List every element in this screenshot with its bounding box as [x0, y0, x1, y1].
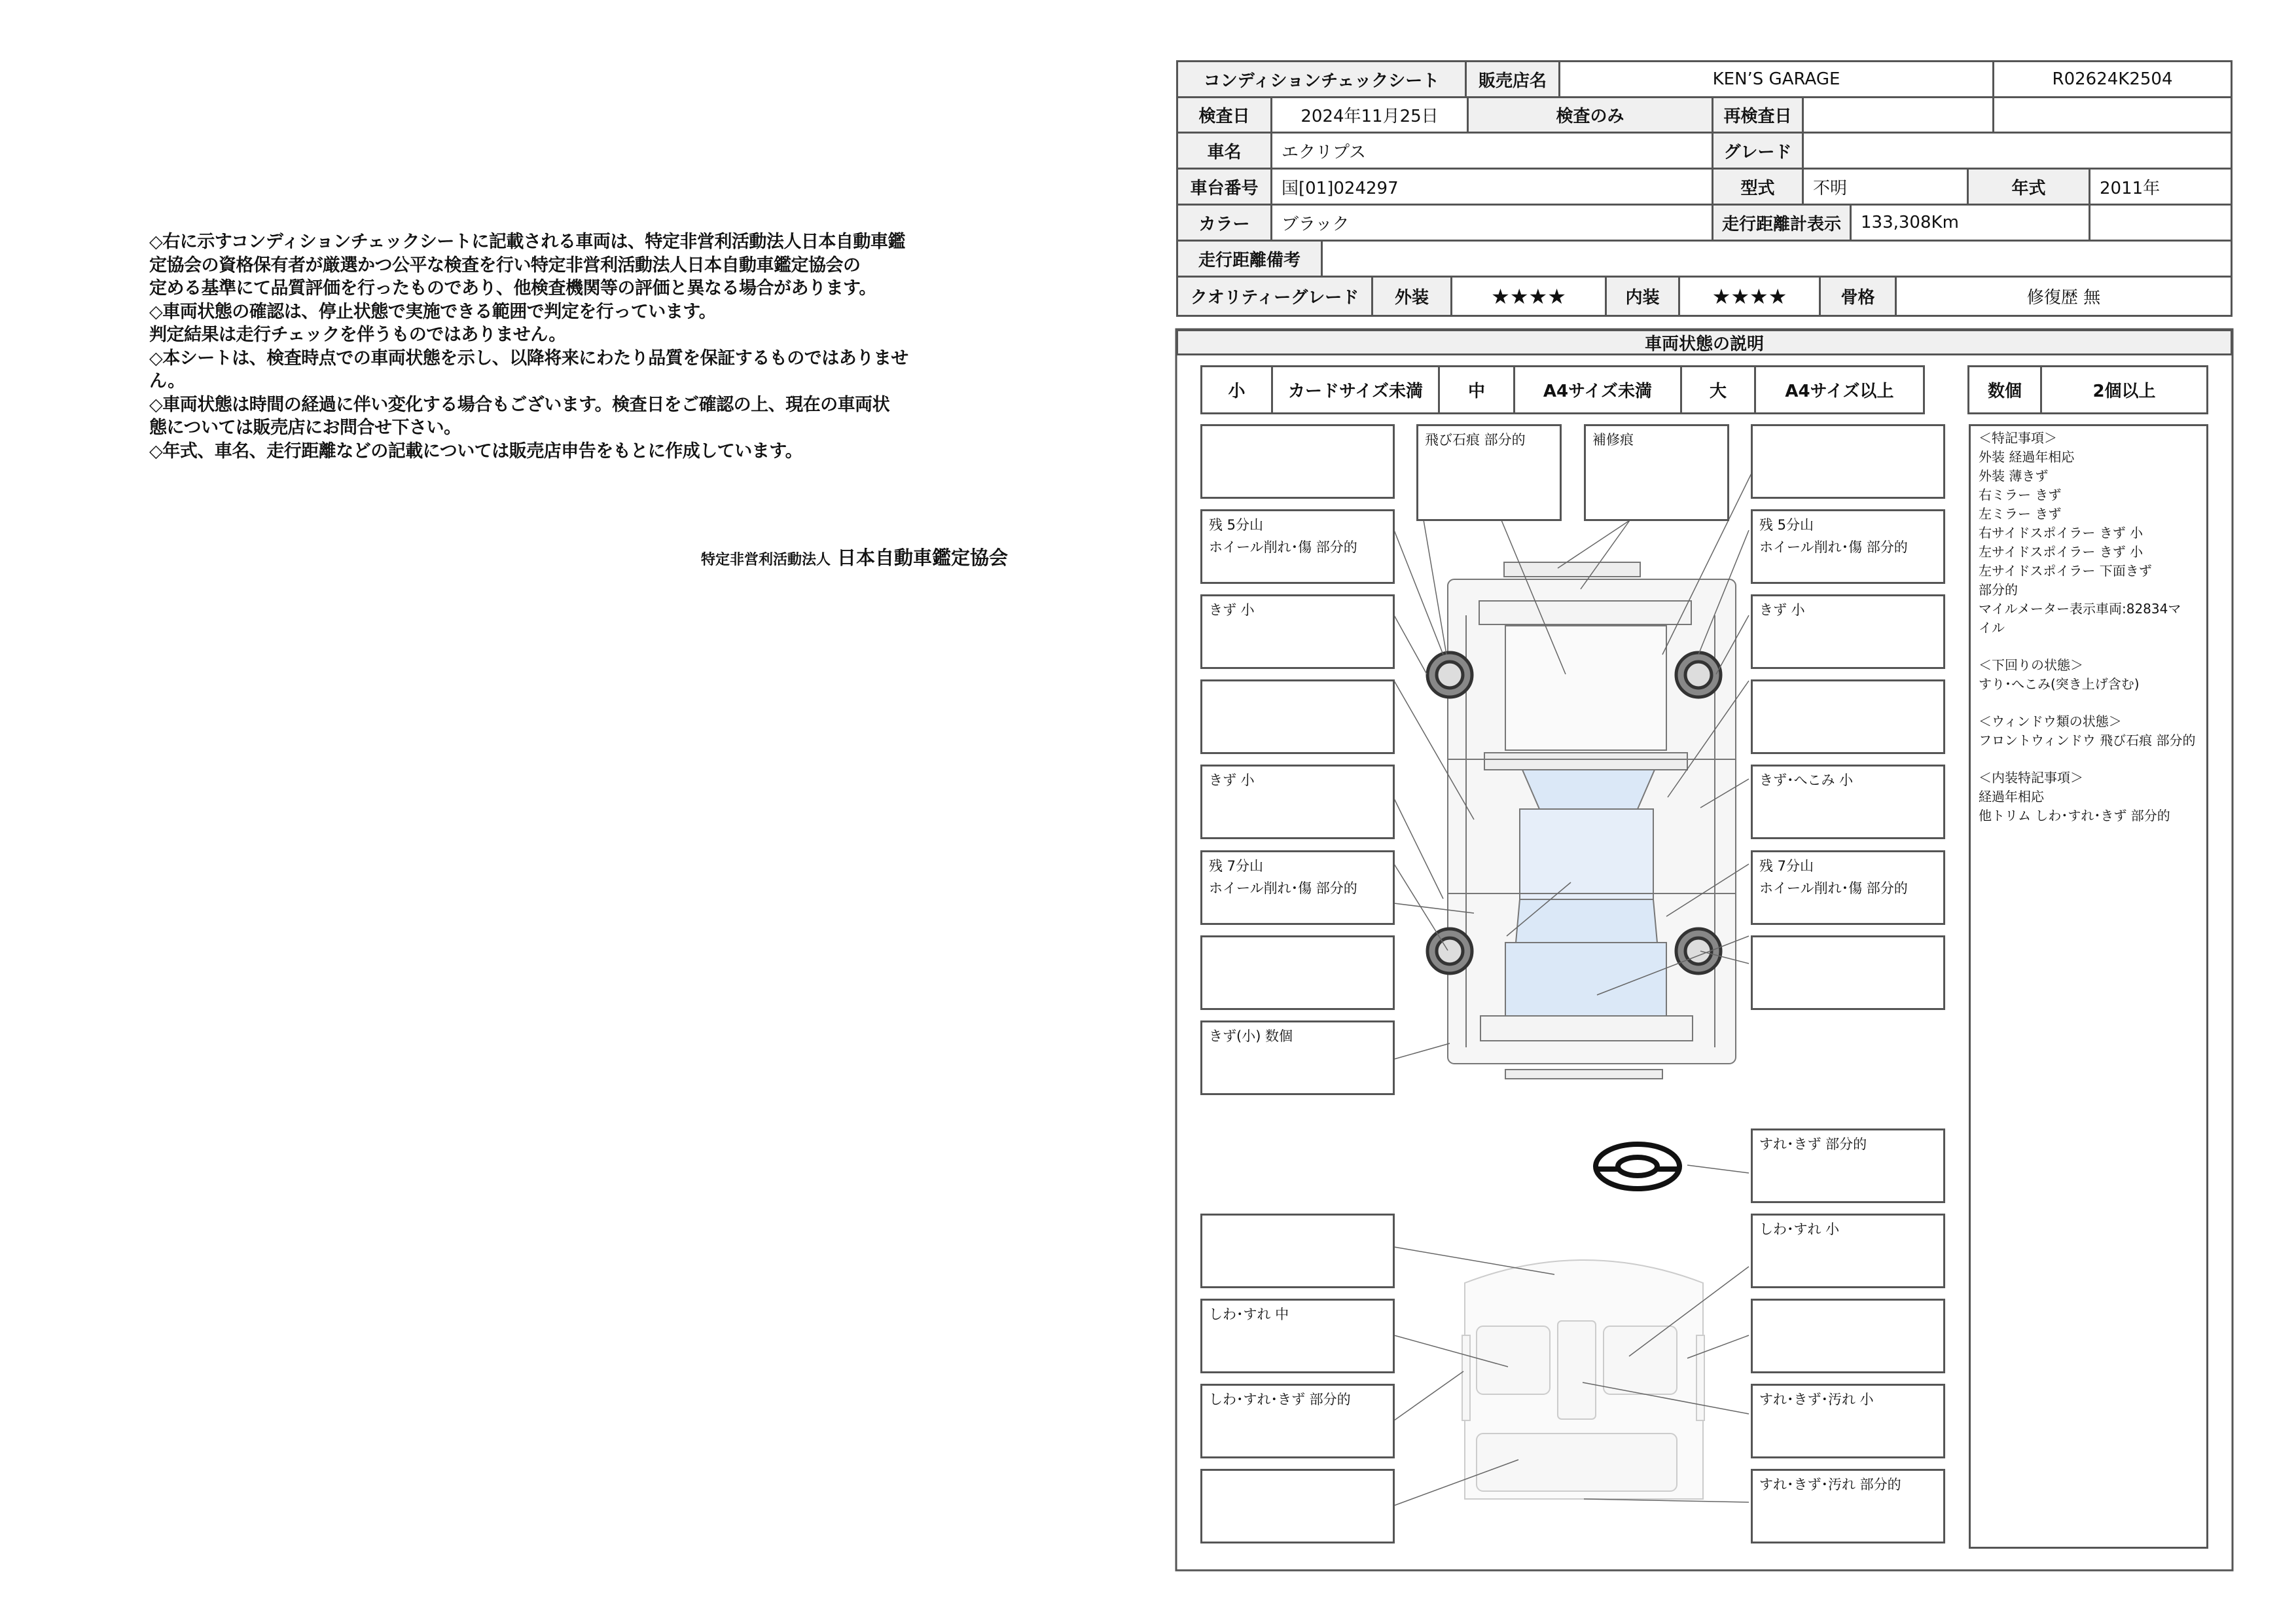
note-steering: すれ･きず 部分的: [1751, 1128, 1945, 1203]
odo-note: [1321, 240, 2233, 278]
steering-wheel-icon: [1596, 1144, 1679, 1189]
car-interior-drawing: [1462, 1260, 1704, 1499]
note-front-window: 飛び石痕 部分的: [1416, 424, 1562, 521]
special-note-line: フロントウィンドウ 飛び石痕 部分的: [1979, 732, 2196, 748]
notice-line: 定める基準にて品質評価を行ったものであり、他検査機関等の評価と異なる場合があります。: [149, 278, 876, 298]
exterior-rating: ★★★★: [1450, 276, 1607, 317]
grade: [1802, 132, 2233, 170]
note-left-3: [1200, 679, 1395, 754]
special-note-line: ＜ウィンドウ類の状態＞: [1979, 713, 2122, 729]
car-topview-drawing: [1448, 562, 1736, 1079]
notice-line: 態については販売店にお問合せ下さい。: [149, 418, 461, 438]
color-label: カラー: [1176, 204, 1272, 242]
legend-large-desc: A4サイズ以上: [1754, 365, 1925, 414]
special-note-line: すり･へこみ(突き上げ含む): [1979, 676, 2140, 692]
note-right-5: 残 7分山 ホイール削れ･傷 部分的: [1751, 850, 1945, 925]
note-left-6: [1200, 935, 1395, 1010]
special-note-line: 外装 薄きず: [1979, 468, 2049, 484]
special-notes: [1969, 424, 2208, 1549]
chassis-label: 車台番号: [1176, 168, 1272, 206]
note-interior-right-4: すれ･きず･汚れ 部分的: [1751, 1469, 1945, 1543]
notice-line: ◇車両状態の確認は、停止状態で実施できる範囲で判定を行っています。: [149, 301, 717, 322]
exterior-label: 外装: [1371, 276, 1452, 317]
odometer-extra: [2089, 204, 2233, 242]
special-note-line: 左ミラー きず: [1979, 506, 2062, 522]
org-title: 日本自動車鑑定協会: [836, 547, 1008, 569]
model-label: 型式: [1712, 168, 1804, 206]
color: ブラック: [1270, 204, 1713, 242]
dealer-label: 販売店名: [1465, 60, 1560, 98]
note-interior-right-3: すれ･きず･汚れ 小: [1751, 1384, 1945, 1458]
special-note-line: 右サイドスポイラー きず 小: [1979, 525, 2144, 541]
legend-large: 大: [1680, 365, 1756, 414]
note-left-5: 残 7分山 ホイール削れ･傷 部分的: [1200, 850, 1395, 925]
reinspect-extra: [1992, 96, 2233, 134]
special-note-line: イル: [1979, 620, 2005, 636]
dealer-name: KEN’S GARAGE: [1558, 60, 1994, 98]
legend-small: 小: [1200, 365, 1273, 414]
notice-line: ◇右に示すコンディションチェックシートに記載される車両は、特定非営利活動法人日本自動車鑑: [149, 232, 905, 252]
special-note-line: [1979, 638, 2198, 656]
frame-value: 修復歴 無: [1895, 276, 2233, 317]
note-interior-left-1: [1200, 1214, 1395, 1288]
org-type: 特定非営利活動法人: [700, 552, 831, 568]
reinspect-label: 再検査日: [1712, 96, 1804, 134]
note-right-6: [1751, 935, 1945, 1010]
note-left-4: きず 小: [1200, 765, 1395, 839]
special-note-line: 左サイドスポイラー きず 小: [1979, 544, 2144, 560]
special-note-line: 経過年相応: [1979, 789, 2044, 804]
legend-small-desc: カードサイズ未満: [1271, 365, 1440, 414]
odo-note-label: 走行距離備考: [1176, 240, 1323, 278]
special-note-line: 左サイドスポイラー 下面きず: [1979, 563, 2152, 579]
grade-label: グレード: [1712, 132, 1804, 170]
model: 不明: [1802, 168, 1969, 206]
interior-label: 内装: [1605, 276, 1680, 317]
year: 2011年: [2089, 168, 2233, 206]
notice-line: ◇本シートは、検査時点での車両状態を示し、以降将来にわたり品質を保証するものではありませ: [149, 348, 908, 369]
note-interior-left-4: [1200, 1469, 1395, 1543]
reinspect-date: [1802, 96, 1994, 134]
legend-medium: 中: [1438, 365, 1515, 414]
interior-rating: ★★★★: [1678, 276, 1821, 317]
note-top-right: [1751, 424, 1945, 499]
note-right-3: [1751, 679, 1945, 754]
sheet-number: R02624K2504: [1992, 60, 2233, 98]
inspect-type: 検査のみ: [1467, 96, 1713, 134]
note-repair: 補修痕: [1584, 424, 1729, 521]
note-right-4: きず･へこみ 小: [1751, 765, 1945, 839]
notice-line: 判定結果は走行チェックを伴うものではありません。: [149, 325, 566, 345]
note-right-1: 残 5分山 ホイール削れ･傷 部分的: [1751, 509, 1945, 584]
car-name: エクリプス: [1270, 132, 1713, 170]
note-right-2: きず 小: [1751, 594, 1945, 669]
notice-line: ◇年式、車名、走行距離などの記載については販売店申告をもとに作成しています。: [149, 441, 803, 461]
section-title: 車両状態の説明: [1176, 329, 2233, 355]
note-interior-right-1: しわ･すれ 小: [1751, 1214, 1945, 1288]
notice-line: 定協会の資格保有者が厳選かつ公平な検査を行い特定非営利活動法人日本自動車鑑定協会の: [149, 255, 861, 276]
legend-medium-desc: A4サイズ未満: [1513, 365, 1682, 414]
inspect-date: 2024年11月25日: [1270, 96, 1469, 134]
frame-label: 骨格: [1819, 276, 1897, 317]
inspect-date-label: 検査日: [1176, 96, 1272, 134]
special-note-line: 右ミラー きず: [1979, 487, 2062, 503]
year-label: 年式: [1967, 168, 2090, 206]
note-left-7: きず(小) 数個: [1200, 1020, 1395, 1095]
special-note-line: マイルメーター表示車両:82834マ: [1979, 601, 2181, 617]
sheet-title: コンディションチェックシート: [1176, 60, 1467, 98]
special-note-line: 外装 経過年相応: [1979, 449, 2075, 465]
legend-count: 数個: [1967, 365, 2042, 414]
quality-label: クオリティーグレード: [1176, 276, 1373, 317]
note-top-left: [1200, 424, 1395, 499]
note-left-1: 残 5分山 ホイール削れ･傷 部分的: [1200, 509, 1395, 584]
notice-line: ん。: [149, 371, 185, 391]
notice-line: ◇車両状態は時間の経過に伴い変化する場合もございます。検査日をご確認の上、現在の車両状: [149, 394, 890, 415]
legend-count-desc: 2個以上: [2040, 365, 2208, 414]
odometer-label: 走行距離計表示: [1712, 204, 1852, 242]
odometer: 133,308Km: [1850, 204, 2090, 242]
car-name-label: 車名: [1176, 132, 1272, 170]
special-note-line: ＜下回りの状態＞: [1979, 657, 2083, 673]
special-note-line: [1979, 694, 2198, 712]
chassis-number: 国[01]024297: [1270, 168, 1713, 206]
special-note-line: 他トリム しわ･すれ･きず 部分的: [1979, 808, 2170, 823]
note-interior-right-2: [1751, 1299, 1945, 1373]
special-note-line: ＜特記事項＞: [1979, 430, 2057, 446]
note-interior-left-2: しわ･すれ 中: [1200, 1299, 1395, 1373]
special-note-line: 部分的: [1979, 582, 2018, 598]
special-note-line: ＜内装特記事項＞: [1979, 770, 2083, 785]
special-note-line: [1979, 750, 2198, 768]
note-interior-left-3: しわ･すれ･きず 部分的: [1200, 1384, 1395, 1458]
note-left-2: きず 小: [1200, 594, 1395, 669]
